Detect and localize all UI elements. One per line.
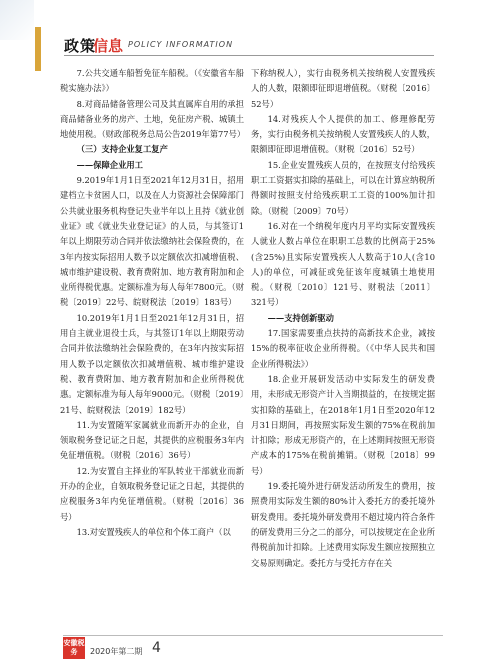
section-subtitle-en: POLICY INFORMATION — [128, 40, 234, 49]
magazine-badge: 安徽税务 — [63, 637, 85, 659]
paragraph: 12.为安置自主择业的军队转业干部就业而新开办的企业，自领取税务登记证之日起，其提供的应税服务3年内免征增值税。（财税〔2016〕36号） — [60, 465, 244, 522]
header-corner-decoration — [0, 0, 34, 40]
section-heading: （三）支持企业复工复产 — [76, 144, 168, 155]
paragraph: 16.对在一个纳税年度内月平均实际安置残疾人就业人数占单位在职职工总数的比例高于25%(含25%)且实际安置残疾人人数高于10人(含10人)的单位，可减征或免征该年度城镇土地使用税。（财税〔2010〕121号、财税法〔2011〕321号） — [251, 220, 435, 308]
page-number: 4 — [152, 640, 161, 656]
subsection-heading: ——保障企业用工 — [76, 159, 143, 170]
section-title-highlight: 信息 — [93, 37, 124, 55]
subsection-heading: ——支持创新驱动 — [267, 312, 334, 323]
paragraph: 8.对商品储备管理公司及其直属库自用的承担商品储备业务的房产、土地，免征房产税、城镇土地使用税。（财政部税务总局公告2019年第77号） — [60, 98, 246, 140]
paragraph: 15.企业安置残疾人员的，在按照支付给残疾职工工资据实扣除的基础上，可以在计算应纳税所得额时按照支付给残疾职工工资的100%加计扣除。（财税〔2009〕70号） — [251, 159, 435, 216]
paragraph: 11.为安置随军家属就业而新开办的企业，自领取税务登记证之日起，其提供的应税服务3年内免征增值税。（财税〔2016〕36号） — [60, 419, 244, 461]
section-title: 政策 — [64, 37, 97, 55]
header-divider — [64, 55, 434, 56]
paragraph: 7.公共交通车船暂免征车船税。（《安徽省车船税实施办法》） — [60, 68, 244, 94]
paragraph: 14.对残疾人个人提供的加工、修理修配劳务，实行由税务机关按纳税人安置残疾人的人数，限额即征即退增值税。（财税〔2016〕52号） — [251, 113, 435, 155]
footer-divider — [63, 635, 443, 636]
paragraph: 13.对安置残疾人的单位和个体工商户（以 — [76, 526, 231, 537]
left-column — [60, 66, 244, 540]
paragraph: 9.2019年1月1日至2021年12月31日，招用建档立卡贫困人口，以及在人力资源社会保障部门公共就业服务机构登记失业半年以上且持《就业创业证》或《就业失业登记证》的人员，与其签订1年以上期限劳动合同并依法缴纳社会保险费的，在3年内按实际招用人数予以定额依次扣减增值税、城市维护建设税、教育费附加、地方教育附加和企业所得税优惠。定额标准为每人每年7800元。（财税〔2019〕22号、皖财税法〔2019〕183号） — [60, 175, 244, 308]
header-accent-bar — [35, 27, 41, 71]
paragraph: 10.2019年1月1日至2021年12月31日，招用自主就业退役士兵，与其签订1年以上期限劳动合同并依法缴纳社会保险费的，在3年内按实际招用人数予以定额依次扣减增值税、城市维护建设税、教育费附加、地方教育附加和企业所得税优惠。定额标准为每人每年9000元。（财税〔2019〕21号、皖财税法〔2019〕182号） — [60, 312, 244, 415]
paragraph: 18.企业开展研发活动中实际发生的研发费用，未形成无形资产计入当期损益的，在按规定据实扣除的基础上，在2018年1月1日至2020年12月31日期间，再按照实际发生额的75%在税前加计扣除；形成无形资产的，在上述期间按照无形资产成本的175%在税前摊销。（财税〔2018〕99号） — [251, 373, 435, 476]
paragraph: 下称纳税人），实行由税务机关按纳税人安置残疾人的人数，限额即征即退增值税。（财税〔2016〕52号） — [251, 68, 435, 109]
paragraph: 17.国家需要重点扶持的高新技术企业，减按15%的税率征收企业所得税。（《中华人民共和国企业所得税法》） — [251, 328, 435, 369]
right-column — [251, 66, 435, 571]
issue-label: 2020年第二期 — [90, 647, 143, 656]
paragraph: 19.委托境外进行研发活动所发生的费用，按照费用实际发生额的80%计入委托方的委托境外研发费用。委托境外研发费用不超过境内符合条件的研发费用三分之二的部分，可以按规定在企业所得税前加计扣除。上述费用实际发生额应按照独立交易原则确定。委托方与受托方存在关 — [251, 481, 435, 568]
